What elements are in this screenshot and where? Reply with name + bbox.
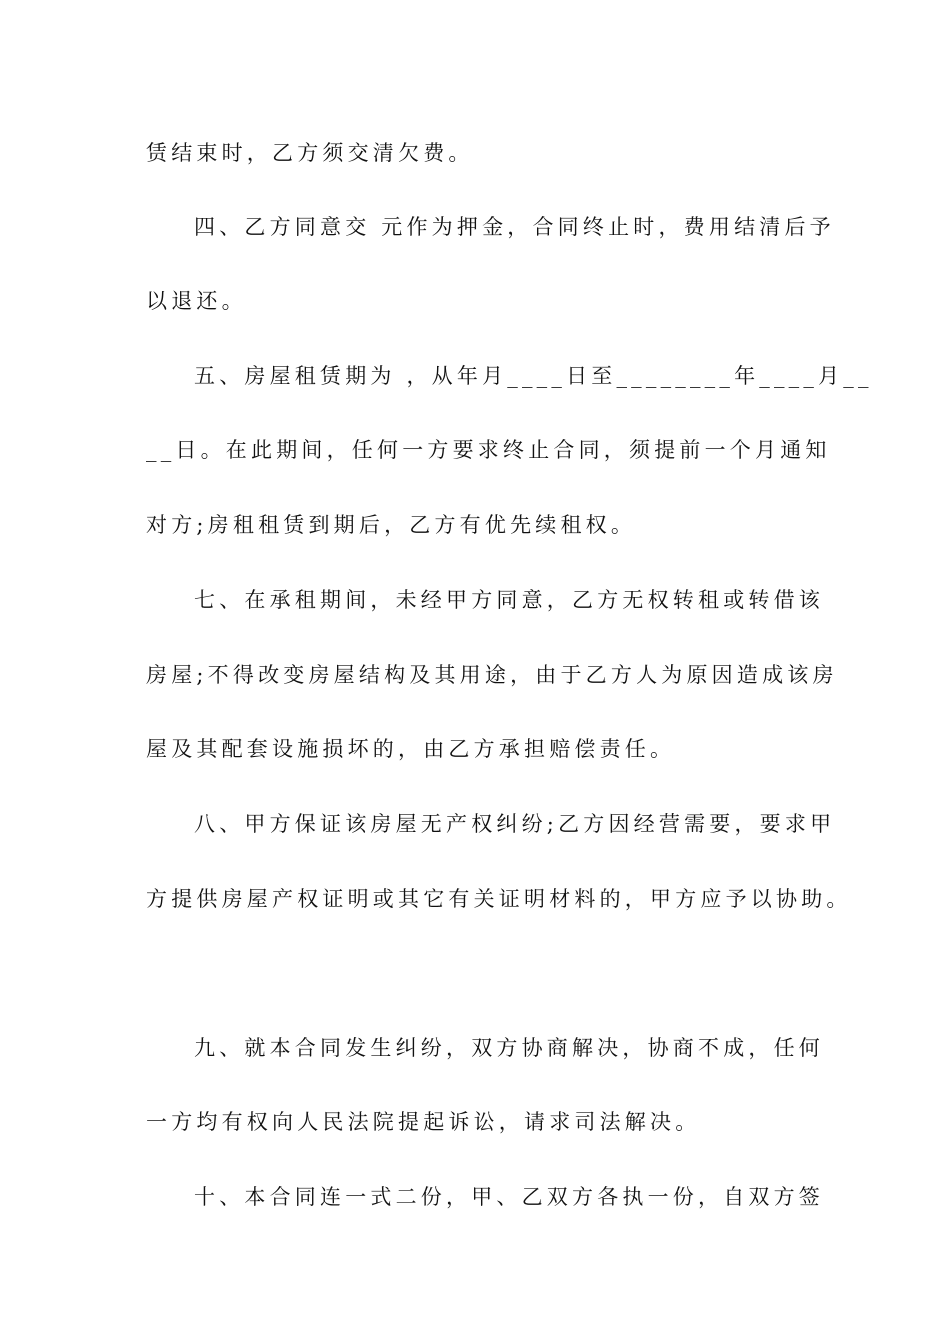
text-line: __日。在此期间，任何一方要求终止合同，须提前一个月通知 bbox=[146, 438, 831, 462]
text-line: 方提供房屋产权证明或其它有关证明材料的，甲方应予以协助。 bbox=[146, 887, 852, 911]
text-line: 房屋;不得改变房屋结构及其用途，由于乙方人为原因造成该房 bbox=[146, 663, 838, 687]
text-line: 一方均有权向人民法院提起诉讼，请求司法解决。 bbox=[146, 1110, 701, 1134]
paragraph-seven-line: 七、在承租期间，未经甲方同意，乙方无权转租或转借该 bbox=[194, 588, 824, 612]
paragraph-ten-line: 十、本合同连一式二份，甲、乙双方各执一份，自双方签 bbox=[194, 1185, 824, 1209]
text-line: 赁结束时，乙方须交清欠费。 bbox=[146, 141, 474, 165]
text-line: 屋及其配套设施损坏的，由乙方承担赔偿责任。 bbox=[146, 737, 676, 761]
paragraph-eight-line: 八、甲方保证该房屋无产权纠纷;乙方因经营需要，要求甲 bbox=[194, 812, 836, 836]
paragraph-four-line: 四、乙方同意交 元作为押金，合同终止时，费用结清后予 bbox=[194, 215, 835, 239]
text-line: 对方;房租租赁到期后，乙方有优先续租权。 bbox=[146, 513, 637, 537]
paragraph-five-line: 五、房屋租赁期为 ，从年月____日至________年____月__ bbox=[194, 364, 873, 388]
text-line: 以退还。 bbox=[146, 289, 247, 313]
paragraph-nine-line: 九、就本合同发生纠纷，双方协商解决，协商不成，任何 bbox=[194, 1036, 824, 1060]
